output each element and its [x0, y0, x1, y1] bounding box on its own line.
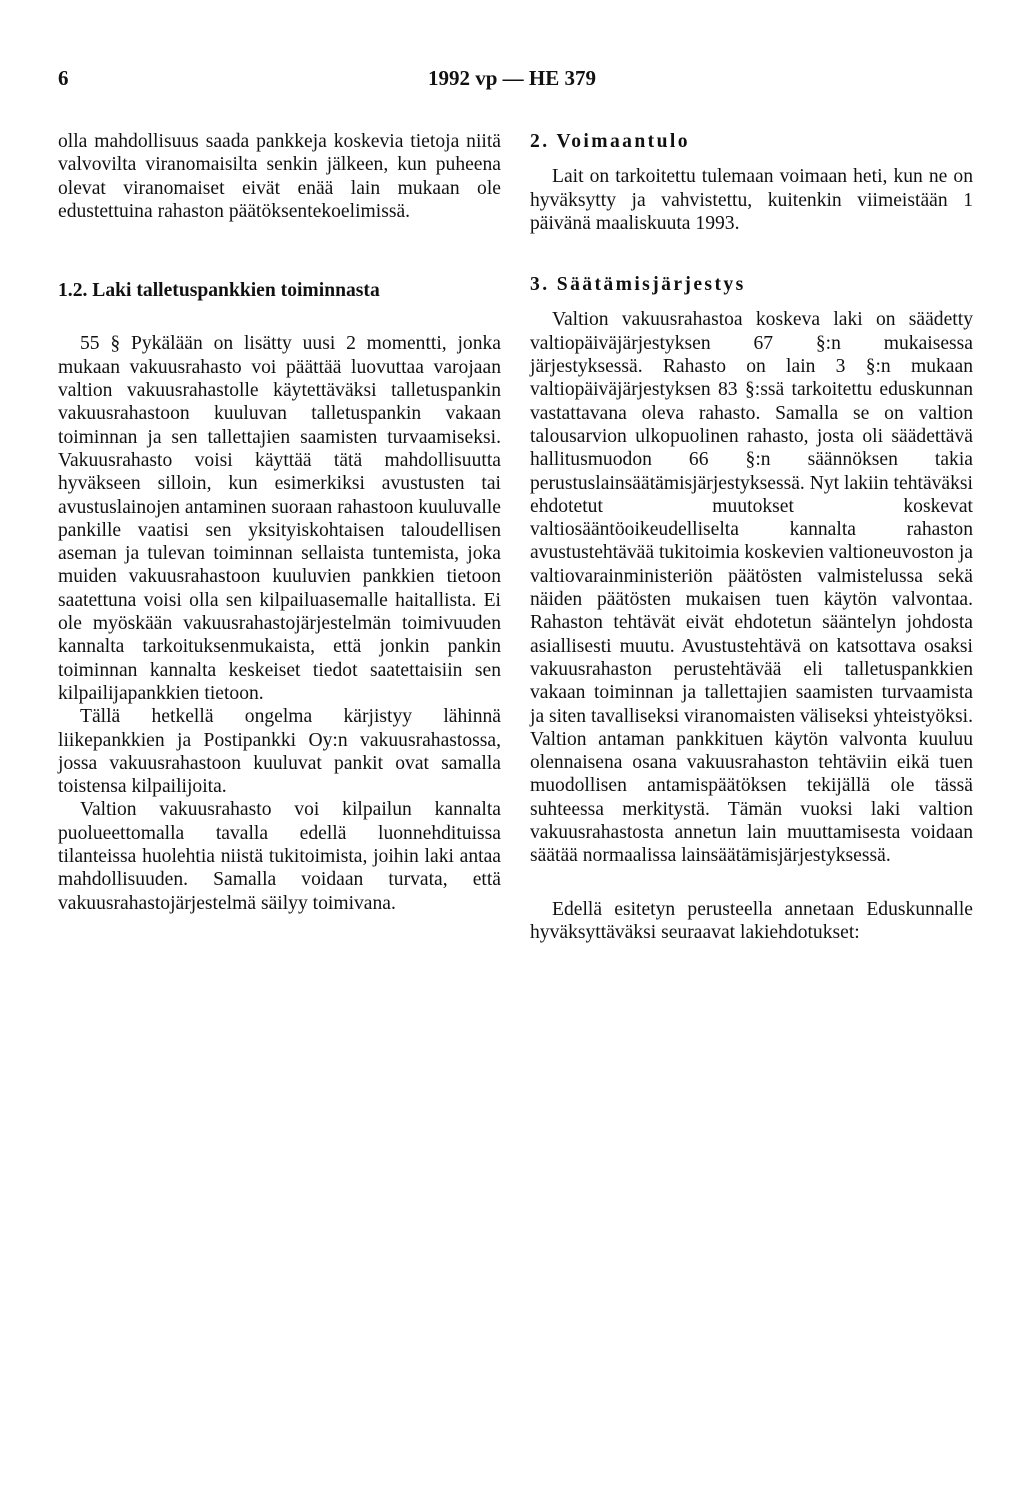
closing-text: Edellä esitetyn perusteella annetaan Eduskunnalle hyväksyttäväksi seuraavat lakiehdotukset:	[530, 898, 973, 943]
section-1-2-heading: 1.2. Laki talletuspankkien toiminnasta	[58, 280, 380, 302]
section-3-heading: 3. Säätämisjärjestys	[530, 274, 746, 296]
paragraph-current-problem: Tällä hetkellä ongelma kärjistyy lähinnä liikepankkien ja Postipankki Oy:n vakuusrahastossa, jossa vakuusrahastoon kuuluvat pankit ovat samalla toistensa kilpailijoita.	[58, 706, 501, 798]
paragraph-state-fund: Valtion vakuusrahasto voi kilpailun kannalta puolueettomalla tavalla edellä luonnehdituissa tilanteissa huolehtia niistä tukitoimista, joihin laki antaa mahdollisuuden. Samalla voidaan turvata, että vakuusrahastojärjestelmä säilyy toimivana.	[58, 799, 501, 914]
section-3-text: Valtion vakuusrahastoa koskeva laki on säädetty valtiopäiväjärjestyksen 67 §:n mukaisessa järjestyksessä. Rahasto on lain 3 §:n mukaan valtiopäiväjärjestyksen 83 §:ssä tarkoitettu eduskunnan vastattavana oleva rahasto. Samalla se on valtion talousarvion ulkopuolinen rahasto, josta oli säädettävä hallitusmuodon 66 §:n säännöksen takia perustuslainsäätämisjärjestyksessä. Nyt lakiin tehtäväksi ehdotetut muutokset koskevat valtiosääntöoikeudelliselta kannalta rahaston avustustehtävää tukitoimia koskevien valtioneuvoston ja valtiovarainministeriön päätösten valmistelussa sekä näiden päätösten mukaisen tuen käytön valvontaa. Rahaston tehtävät eivät ehdotetun sääntelyn johdosta asiallisesti muutu. Avustustehtävä on katsottava osaksi vakuusrahaston perustehtävää eli talletuspankkien vakaan toiminnan ja tallettajien saamisten turvaamista ja siten tavalliseksi viranomaisten väliseksi yhteistyöksi. Valtion antaman pankkituen käytön valvonta kuuluu olennaisena osana vakuusrahaston tehtäviin eikä tuen muodollisen antamispäätöksen tekijällä ole tässä suhteessa merkitystä. Tämän vuoksi laki valtion vakuusrahastosta annetun lain muuttamisesta voidaan säätää normaalissa lainsäätämisjärjestyksessä.	[530, 309, 973, 867]
left-column	[58, 130, 501, 915]
paragraph-55: 55 § Pykälään on lisätty uusi 2 momentti, jonka mukaan vakuusrahasto voi päättää luovuttaa varojaan valtion vakuusrahastolle käytettäväksi talletuspankin vakuusrahastoon kuuluvan talletuspankin vakaan toiminnan ja sen tallettajien saamisten turvaamiseksi. Vakuusrahasto voisi käyttää tätä mahdollisuutta hyväkseen silloin, kun esimerkiksi avustusten tai avustuslainojen antaminen suoraan rahastoon kuuluvalle pankille vaatisi sen yksityiskohtaisen taloudellisen aseman ja tulevan toiminnan sellaista tuntemista, joka muiden vakuusrahastoon kuuluvien pankkien tietoon saatettuna voisi olla sen kilpailuasemalle haitallista. Ei ole myöskään vakuusrahastojärjestelmän toimivuuden kannalta tarkoituksenmukaista, että jonkin pankin toiminnan kannalta keskeiset tiedot saatettaisiin sen kilpailijapankkien tietoon.	[58, 333, 501, 704]
running-head: 1992 vp — HE 379	[427, 66, 597, 90]
section-2-heading: 2. Voimaantulo	[530, 131, 690, 152]
intro-paragraph: olla mahdollisuus saada pankkeja koskevia tietoja niitä valvovilta viranomaisilta senkin jälkeen, kun puheena olevat viranomaiset eivät enää lain mukaan ole edustettuina rahaston päätöksentekoelimissä.	[58, 131, 501, 222]
section-2-text: Lait on tarkoitettu tulemaan voimaan heti, kun ne on hyväksytty ja vahvistettu, kuitenkin viimeistään 1 päivänä maaliskuuta 1993.	[530, 166, 973, 234]
right-column	[530, 130, 973, 944]
page-number: 6	[58, 66, 69, 90]
